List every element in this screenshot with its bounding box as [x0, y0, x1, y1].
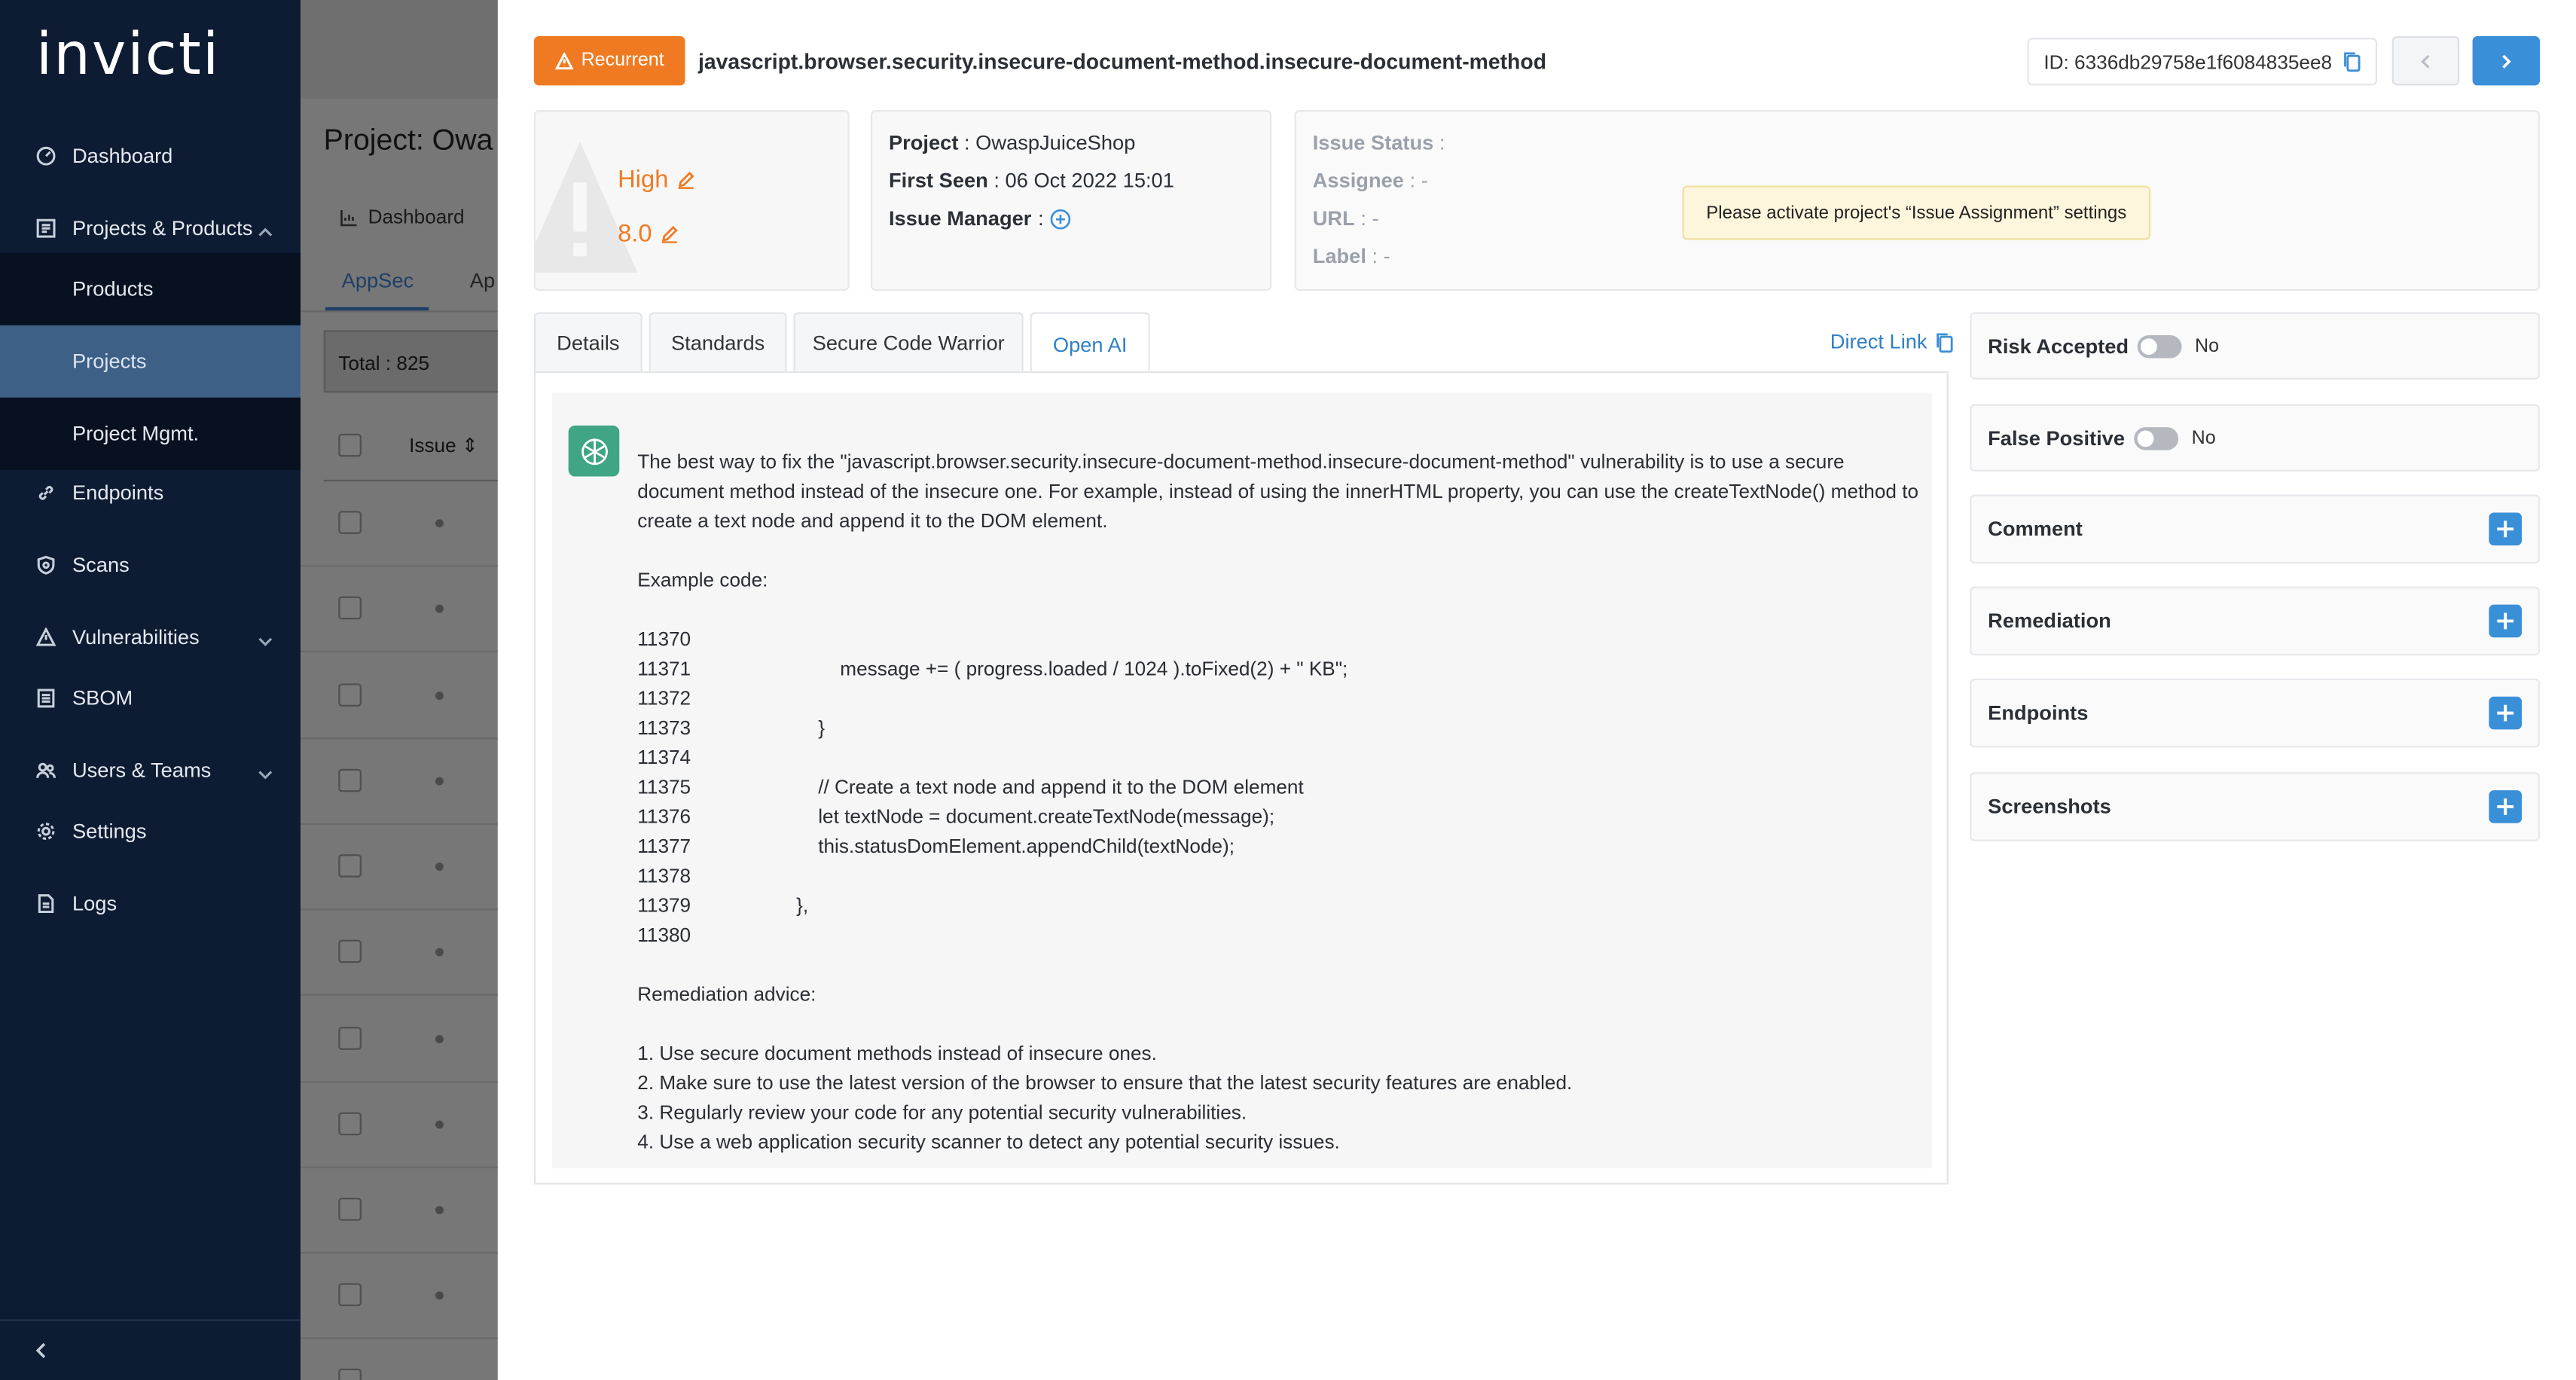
score-label: 8.0: [618, 220, 652, 249]
sidebar-item-label: Projects: [72, 350, 147, 374]
list-icon: [36, 688, 56, 708]
project-name: OwaspJuiceShop: [975, 131, 1136, 155]
project-row: Project : OwaspJuiceShop: [888, 131, 1136, 155]
background-row-line: [301, 1081, 498, 1082]
background-dot: [435, 519, 444, 527]
background-header: [301, 0, 498, 99]
edit-pencil-icon: [676, 171, 694, 189]
chevron-left-icon: [33, 1342, 50, 1359]
background-issue-column: Issue ⇕: [409, 433, 478, 457]
sidebar-item-label: SBOM: [72, 686, 133, 710]
chevron-down-icon: [258, 764, 273, 787]
code-line-number: 11374: [637, 746, 691, 769]
code-line-number: 11379: [637, 893, 691, 917]
invicti-logo[interactable]: invicti: [35, 23, 221, 89]
background-row-line: [301, 1167, 498, 1168]
sidebar-item-projects-products[interactable]: [0, 210, 301, 246]
code-line-text: message += ( progress.loaded / 1024 ).toFixed(2) + " KB";: [752, 657, 1348, 680]
warning-icon: [555, 52, 573, 70]
background-dot: [435, 948, 444, 957]
background-checkbox: [338, 434, 362, 457]
sidebar-item-vulnerabilities[interactable]: [0, 619, 301, 655]
false-positive-label: False Positive: [1988, 426, 2126, 450]
code-line-number: 11375: [637, 775, 691, 799]
background-checkbox: [338, 1027, 362, 1050]
direct-link-label: Direct Link: [1830, 330, 1927, 353]
openai-logo-icon: [569, 426, 620, 477]
chevron-down-icon: [258, 631, 273, 655]
code-line-text: },: [752, 893, 809, 917]
issue-status-label: Issue Status: [1312, 131, 1434, 155]
open-ai-response: [552, 392, 1932, 1168]
recurrent-badge: [534, 36, 685, 85]
first-seen-row: First Seen : 06 Oct 2022 15:01: [888, 169, 1174, 193]
collapse-sidebar-button[interactable]: [0, 1319, 301, 1380]
project-info-card: [871, 110, 1271, 291]
background-tab-2: Ap: [469, 269, 496, 293]
background-dashboard-label: Dashboard: [368, 205, 465, 229]
issue-id-box: [2028, 38, 2378, 85]
issue-title: javascript.browser.security.insecure-document-method.insecure-document-method: [697, 49, 1547, 75]
background-row-line: [301, 823, 498, 825]
label-label: Label: [1312, 244, 1366, 268]
background-dot: [435, 1035, 444, 1043]
advice-item: 4. Use a web application security scanner to detect any potential security issues.: [637, 1130, 1340, 1154]
label-row: Label : -: [1312, 244, 1390, 268]
code-line-number: 11373: [637, 716, 691, 740]
open-ai-content: [534, 371, 1949, 1185]
chevron-up-icon: [258, 221, 273, 245]
code-line: [637, 743, 1927, 772]
tab-standards[interactable]: Standards: [649, 312, 787, 373]
background-checkbox: [338, 854, 362, 878]
background-issue-label: Issue: [409, 433, 456, 457]
sidebar-item-sbom[interactable]: [0, 680, 301, 716]
add-endpoint-button[interactable]: [2489, 697, 2522, 730]
background-row-line: [301, 908, 498, 910]
sidebar-item-label: Scans: [72, 554, 130, 577]
url-label: URL: [1312, 206, 1355, 231]
issue-detail-panel: [498, 0, 2576, 1380]
advice-item: 3. Regularly review your code for any potential security vulnerabilities.: [637, 1101, 1247, 1124]
code-line: [637, 920, 1927, 949]
warning-icon: [36, 627, 56, 647]
add-comment-button[interactable]: [2489, 513, 2522, 546]
background-checkbox: [338, 1113, 362, 1136]
projects-icon: [36, 218, 56, 238]
spacer: [637, 595, 1927, 624]
users-icon: [36, 761, 56, 780]
false-positive-value: No: [2191, 428, 2216, 448]
plus-icon: [2495, 704, 2515, 723]
risk-accepted-card: [1970, 312, 2540, 379]
background-dot: [435, 777, 444, 786]
issue-assignment-notice: Please activate project's “Issue Assignment” settings: [1682, 185, 2150, 240]
add-circle-icon[interactable]: [1050, 208, 1071, 229]
background-dashboard-link: [340, 206, 464, 229]
add-remediation-button[interactable]: [2489, 605, 2522, 638]
remediation-label: Remediation: [1988, 609, 2111, 633]
background-checkbox: [338, 1198, 362, 1221]
label-value: -: [1383, 244, 1390, 268]
background-checkbox: [338, 683, 362, 707]
background-tab-underline: [325, 307, 429, 310]
document-icon: [36, 894, 56, 914]
code-line: [637, 713, 1927, 743]
plus-icon: [2495, 611, 2515, 630]
edit-pencil-icon: [661, 225, 679, 243]
issue-manager-label: Issue Manager: [888, 206, 1032, 231]
code-line: [637, 801, 1927, 831]
copy-id-icon[interactable]: [2343, 51, 2361, 78]
sidebar: [0, 0, 301, 1380]
code-line-number: 11372: [637, 686, 691, 710]
code-line: [637, 861, 1927, 890]
dashboard-icon: [36, 146, 56, 166]
tab-secure-code-warrior[interactable]: Secure Code Warrior: [793, 312, 1023, 373]
background-page-title: Project: Owa: [323, 123, 493, 157]
code-line-number: 11371: [637, 657, 691, 680]
spacer: [637, 536, 1927, 565]
background-checkbox: [338, 597, 362, 620]
severity-card: [534, 110, 850, 291]
remediation-card: [1970, 587, 2540, 656]
assignee-label: Assignee: [1312, 169, 1404, 193]
first-seen-value: 06 Oct 2022 15:01: [1005, 169, 1174, 193]
issue-manager-row: Issue Manager :: [889, 207, 1072, 231]
sidebar-item-label: Projects & Products: [72, 216, 253, 240]
intro-line: create a text node and append it to the DOM element.: [637, 509, 1108, 533]
background-page-overlay[interactable]: [301, 0, 498, 1380]
sidebar-item-project-mgmt[interactable]: [0, 398, 301, 470]
severity-value[interactable]: [618, 166, 694, 194]
warning-watermark-icon: [534, 142, 637, 281]
url-value: -: [1372, 206, 1379, 231]
advice-item: 2. Make sure to use the latest version of the browser to ensure that the latest security features are enabled.: [637, 1071, 1573, 1095]
code-line-text: let textNode = document.createTextNode(message);: [752, 804, 1275, 829]
sidebar-item-label: Users & Teams: [72, 759, 212, 783]
copy-icon: [1935, 331, 1953, 352]
sidebar-item-projects[interactable]: [0, 325, 301, 398]
next-issue-button[interactable]: [2473, 36, 2540, 85]
background-checkbox: [338, 769, 362, 792]
sidebar-item-label: Settings: [72, 820, 147, 843]
screenshots-card: [1970, 772, 2540, 841]
code-line-number: 11370: [637, 627, 691, 651]
score-value[interactable]: [618, 220, 678, 248]
url-row: URL : -: [1312, 206, 1379, 231]
plus-icon: [2495, 519, 2515, 539]
recurrent-label: Recurrent: [581, 50, 664, 71]
background-row-line: [301, 1252, 498, 1253]
sidebar-item-label: Dashboard: [72, 144, 173, 168]
code-line-number: 11377: [637, 835, 691, 858]
assignee-value: -: [1421, 169, 1428, 193]
spacer: [637, 950, 1927, 979]
background-row-line: [301, 737, 498, 739]
screenshots-label: Screenshots: [1988, 795, 2111, 819]
comment-card: [1970, 495, 2540, 564]
comment-label: Comment: [1988, 518, 2083, 541]
background-checkbox: [338, 1283, 362, 1306]
remediation-advice-label: Remediation advice:: [637, 982, 816, 1006]
sidebar-item-scans[interactable]: [0, 547, 301, 583]
shield-icon: [36, 555, 56, 575]
sidebar-item-label: Products: [72, 277, 154, 301]
risk-accepted-value: No: [2194, 336, 2220, 356]
code-line-number: 11380: [637, 923, 691, 947]
issue-id: ID: 6336db29758e1f6084835ee8: [2043, 50, 2333, 74]
background-dot: [435, 1291, 444, 1299]
background-row-line: [301, 994, 498, 996]
background-checkbox: [338, 940, 362, 963]
false-positive-card: [1970, 405, 2540, 472]
code-line-number: 11376: [637, 804, 691, 829]
code-line-text: // Create a text node and append it to the DOM element: [752, 775, 1304, 799]
gear-icon: [36, 822, 56, 841]
severity-label: High: [618, 166, 669, 194]
intro-line: document method instead of the insecure one. For example, instead of using the innerHTML property, you can use the createTextNode() method to: [637, 479, 1919, 503]
chart-icon: [340, 208, 358, 226]
previous-issue-button[interactable]: [2392, 36, 2459, 85]
background-dot: [435, 862, 444, 871]
risk-accepted-toggle[interactable]: [2138, 334, 2182, 358]
background-checkbox: [338, 511, 362, 534]
example-code-label: Example code:: [637, 568, 768, 592]
sidebar-item-products[interactable]: [0, 253, 301, 325]
background-dot: [435, 1206, 444, 1214]
plus-icon: [2495, 797, 2515, 817]
background-row-line: [301, 651, 498, 652]
issue-status-row: Issue Status :: [1312, 131, 1445, 155]
code-line: [637, 772, 1927, 801]
background-dot: [435, 1121, 444, 1129]
sidebar-item-users-teams[interactable]: [0, 753, 301, 789]
sidebar-item-label: Endpoints: [72, 481, 164, 505]
background-dot: [435, 692, 444, 700]
background-total: Total : 825: [324, 330, 498, 392]
background-tab-appsec: AppSec: [341, 269, 414, 293]
background-row-line: [301, 1337, 498, 1339]
code-line-text: this.statusDomElement.appendChild(textNode);: [752, 835, 1235, 858]
sidebar-item-endpoints[interactable]: [0, 475, 301, 511]
add-screenshot-button[interactable]: [2489, 790, 2522, 823]
code-line-number: 11378: [637, 864, 691, 887]
code-line: [637, 654, 1927, 683]
tab-open-ai[interactable]: Open AI: [1030, 312, 1150, 374]
code-line: [637, 890, 1927, 920]
risk-accepted-label: Risk Accepted: [1988, 334, 2129, 358]
sidebar-item-dashboard[interactable]: [0, 138, 301, 174]
chevron-right-icon: [2498, 53, 2513, 69]
advice-item: 1. Use secure document methods instead of insecure ones.: [637, 1041, 1157, 1065]
sidebar-item-logs[interactable]: [0, 886, 301, 922]
sidebar-item-label: Project Mgmt.: [72, 422, 200, 446]
direct-link[interactable]: [1830, 330, 1954, 353]
tab-details[interactable]: Details: [534, 312, 642, 373]
first-seen-label: First Seen: [888, 169, 988, 193]
intro-line: The best way to fix the "javascript.browser.security.insecure-document-method.insecure-document-method" vulnerability is to use a secure: [637, 450, 1845, 474]
code-line: [637, 683, 1927, 713]
spacer: [637, 1009, 1927, 1038]
project-label: Project: [888, 131, 959, 155]
background-dot: [435, 605, 444, 613]
assignee-row: Assignee : -: [1312, 169, 1428, 193]
false-positive-toggle[interactable]: [2134, 426, 2178, 450]
sidebar-item-label: Logs: [72, 892, 118, 915]
open-ai-text: [637, 447, 1927, 1156]
chevron-left-icon: [2419, 53, 2434, 69]
code-line-text: }: [752, 716, 825, 740]
code-line: [637, 624, 1927, 654]
sidebar-item-settings[interactable]: [0, 814, 301, 850]
code-line: [637, 832, 1927, 861]
background-row-line: [301, 565, 498, 566]
sidebar-item-label: Vulnerabilities: [72, 626, 200, 649]
endpoints-card: [1970, 679, 2540, 748]
link-icon: [36, 483, 56, 502]
endpoints-label: Endpoints: [1988, 701, 2089, 725]
background-checkbox: [338, 1369, 362, 1380]
